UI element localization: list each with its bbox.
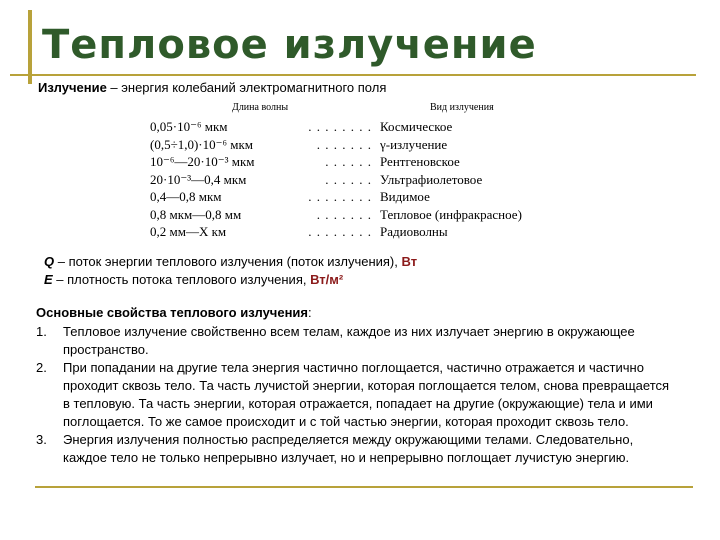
flux-definition	[44, 254, 417, 269]
item-number: 2.	[36, 360, 47, 375]
header-kind: Вид излучения	[430, 102, 494, 113]
definition-term: Излучение	[38, 80, 107, 95]
properties-section	[36, 304, 676, 467]
properties-heading	[36, 304, 676, 322]
wavelength-range: 0,8 мкм—0,8 мм	[150, 206, 242, 222]
radiation-kind: Ультрафиолетовое	[380, 171, 483, 187]
title-accent-bar	[28, 10, 32, 84]
item-text: Тепловое излучение свойственно всем телам, каждое из них излучает энергию в окружающее пространство.	[63, 324, 635, 357]
flux-density-definition	[44, 272, 343, 287]
list-item	[36, 431, 676, 467]
flux-density-text: – плотность потока теплового излучения,	[52, 272, 311, 287]
header-wavelength: Длина волны	[232, 102, 289, 113]
wavelength-range: 20·10⁻³—0,4 мкм	[150, 171, 247, 187]
definition-text: – энергия колебаний электромагнитного поля	[106, 80, 387, 95]
wavelength-range: 0,2 мм—X км	[150, 224, 227, 239]
wavelength-range: (0,5÷1,0)·10⁻⁶ мкм	[150, 136, 254, 152]
radiation-kind: γ-излучение	[380, 136, 448, 152]
radiation-kind: Радиоволны	[380, 224, 448, 239]
wavelength-range: 0,4—0,8 мкм	[150, 189, 222, 204]
title-divider	[10, 74, 696, 76]
bottom-divider	[35, 486, 693, 488]
item-text: Энергия излучения полностью распределяется между окружающими телами. Следовательно, каждое тело не только непрерывно излучает, но и непрерывно поглощает лучистую энергию.	[63, 432, 634, 465]
definition-line	[38, 80, 386, 95]
list-item	[36, 323, 676, 359]
flux-text: – поток энергии теплового излучения (поток излучения),	[54, 254, 402, 269]
leader-dots: . . . . . . .	[316, 206, 372, 222]
table-row	[150, 136, 550, 154]
page-title: Тепловое излучение	[42, 22, 537, 68]
item-number: 3.	[36, 432, 47, 447]
leader-dots: . . . . . . .	[316, 136, 372, 152]
flux-density-symbol: E	[44, 272, 53, 287]
leader-dots: . . . . . . . .	[308, 189, 372, 204]
item-number: 1.	[36, 324, 47, 339]
table-row	[150, 223, 550, 241]
properties-heading-text: Основные свойства теплового излучения	[36, 305, 309, 320]
radiation-kind: Рентгеновское	[380, 154, 460, 169]
table-row	[150, 118, 550, 136]
radiation-kind: Видимое	[380, 189, 430, 204]
wavelength-range: 0,05·10⁻⁶ мкм	[150, 119, 228, 134]
flux-density-unit: Вт/м²	[310, 272, 344, 287]
flux-symbol: Q	[44, 254, 55, 269]
radiation-kind: Тепловое (инфракрасное)	[380, 206, 522, 222]
properties-list	[36, 323, 676, 467]
radiation-kind: Космическое	[380, 119, 453, 134]
table-row	[150, 153, 550, 171]
table-row	[150, 206, 550, 224]
properties-heading-colon: :	[308, 305, 312, 320]
wavelength-table	[150, 102, 550, 241]
table-row	[150, 188, 550, 206]
leader-dots: . . . . . . . .	[308, 224, 372, 239]
leader-dots: . . . . . .	[325, 171, 372, 187]
leader-dots: . . . . . .	[325, 154, 372, 169]
list-item	[36, 359, 676, 431]
item-text: При попадании на другие тела энергия частично поглощается, частично отражается и частично проходит сквозь тело. Та часть лучистой энергии, которая поглощается телом, снова превращается в тепловую. Та часть энергии, которая отражается, попадает на другие (окружающие) тела и ими поглощается. То же самое происходит и с той частью энергии, которая проходит сквозь тело.	[63, 360, 670, 429]
table-row	[150, 171, 550, 189]
wavelength-range: 10⁻⁶—20·10⁻³ мкм	[150, 154, 255, 169]
leader-dots: . . . . . . . .	[308, 119, 372, 134]
flux-unit: Вт	[401, 254, 418, 269]
wavelength-table-header	[150, 102, 550, 118]
